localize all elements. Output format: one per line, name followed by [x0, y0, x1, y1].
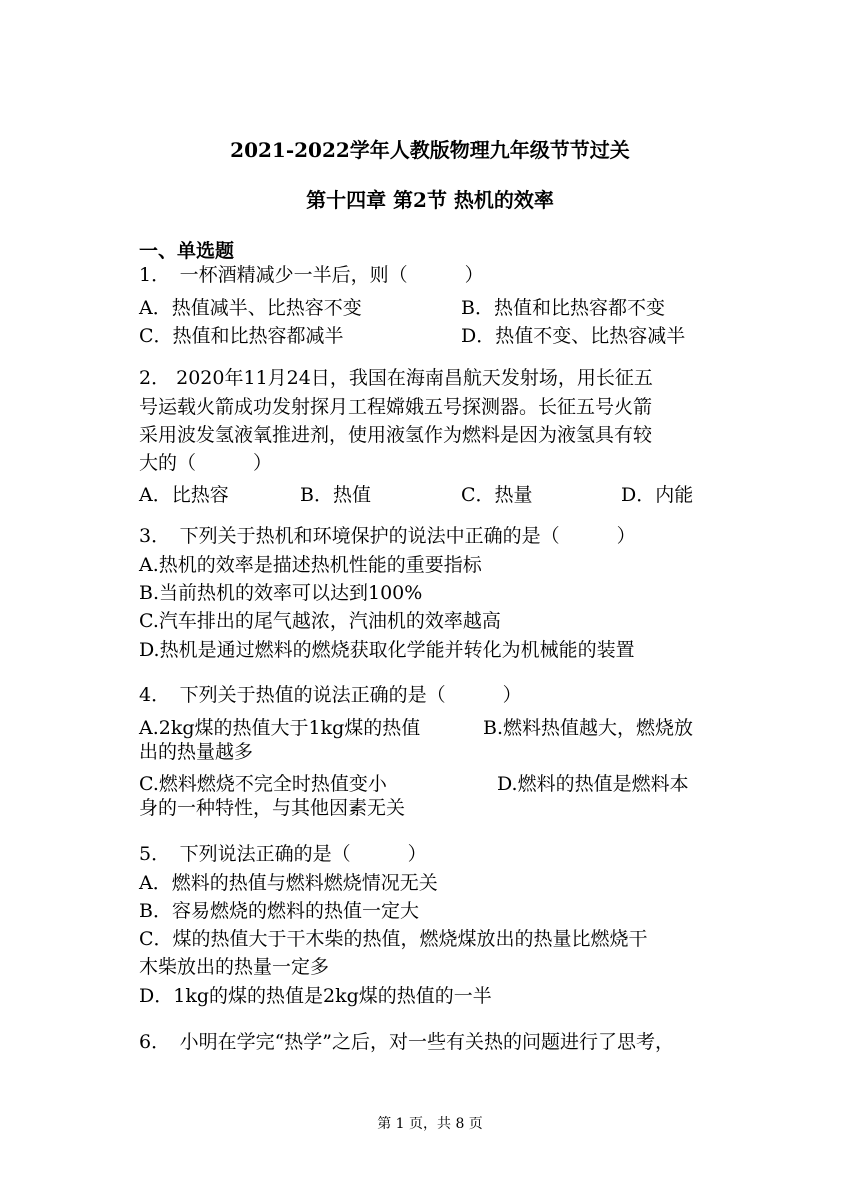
- question-stem: 3． 下列关于热机和环境保护的说法中正确的是（ ）: [139, 525, 636, 547]
- option-d: D．1kg的煤的热值是2kg煤的热值的一半: [139, 985, 492, 1007]
- option-d-continued: 身的一种特性，与其他因素无关: [139, 797, 406, 819]
- option-d: D．热值不变、比热容减半: [461, 325, 686, 347]
- option-c: C．热值和比热容都减半: [139, 325, 344, 347]
- question-stem-line-1: 2． 2020年11月24日，我国在海南昌航天发射场，用长征五: [139, 367, 653, 389]
- option-c: C.燃料燃烧不完全时热值变小: [139, 773, 387, 795]
- question-stem: 4． 下列关于热值的说法正确的是（ ）: [139, 684, 522, 706]
- option-c: C．热量: [461, 484, 533, 506]
- option-d: D.燃料的热值是燃料本: [497, 773, 689, 795]
- option-b-continued: 出的热量越多: [139, 741, 254, 763]
- option-c: C．煤的热值大于干木柴的热值，燃烧煤放出的热量比燃烧干: [139, 928, 648, 950]
- option-a: A．比热容: [139, 484, 229, 506]
- option-b: B.燃料热值越大，燃烧放: [483, 717, 694, 739]
- option-b: B.当前热机的效率可以达到100%: [139, 582, 423, 604]
- option-d: D．内能: [621, 484, 694, 506]
- option-a: A．燃料的热值与燃料燃烧情况无关: [139, 872, 438, 894]
- option-d: D.热机是通过燃料的燃烧获取化学能并转化为机械能的装置: [139, 639, 635, 661]
- option-b: B．容易燃烧的燃料的热值一定大: [139, 900, 419, 922]
- question-stem-line-1: 6． 小明在学完“热学”之后，对一些有关热的问题进行了思考，: [139, 1031, 675, 1053]
- document-subtitle: 第十四章 第2节 热机的效率: [306, 188, 554, 212]
- option-c-continued: 木柴放出的热量一定多: [139, 956, 330, 978]
- question-stem: 5． 下列说法正确的是（ ）: [139, 843, 427, 865]
- option-b: B．热值和比热容都不变: [461, 297, 665, 319]
- question-stem-line-2: 号运载火箭成功发射探月工程嫦娥五号探测器。长征五号火箭: [139, 396, 653, 418]
- question-stem-line-4: 大的（ ）: [139, 452, 273, 474]
- question-stem-line-3: 采用波发氢液氧推进剂，使用液氢作为燃料是因为液氢具有较: [139, 424, 653, 446]
- option-a: A．热值减半、比热容不变: [139, 297, 362, 319]
- option-b: B．热值: [300, 484, 371, 506]
- section-heading: 一、单选题: [139, 240, 235, 262]
- page-footer: 第 1 页，共 8 页: [377, 1116, 483, 1132]
- option-c: C.汽车排出的尾气越浓，汽油机的效率越高: [139, 610, 501, 632]
- option-a: A.热机的效率是描述热机性能的重要指标: [139, 554, 482, 576]
- question-stem: 1． 一杯酒精减少一半后，则（ ）: [139, 264, 484, 286]
- option-a: A.2kg煤的热值大于1kg煤的热值: [139, 717, 421, 739]
- document-title: 2021-2022学年人教版物理九年级节节过关: [230, 138, 630, 162]
